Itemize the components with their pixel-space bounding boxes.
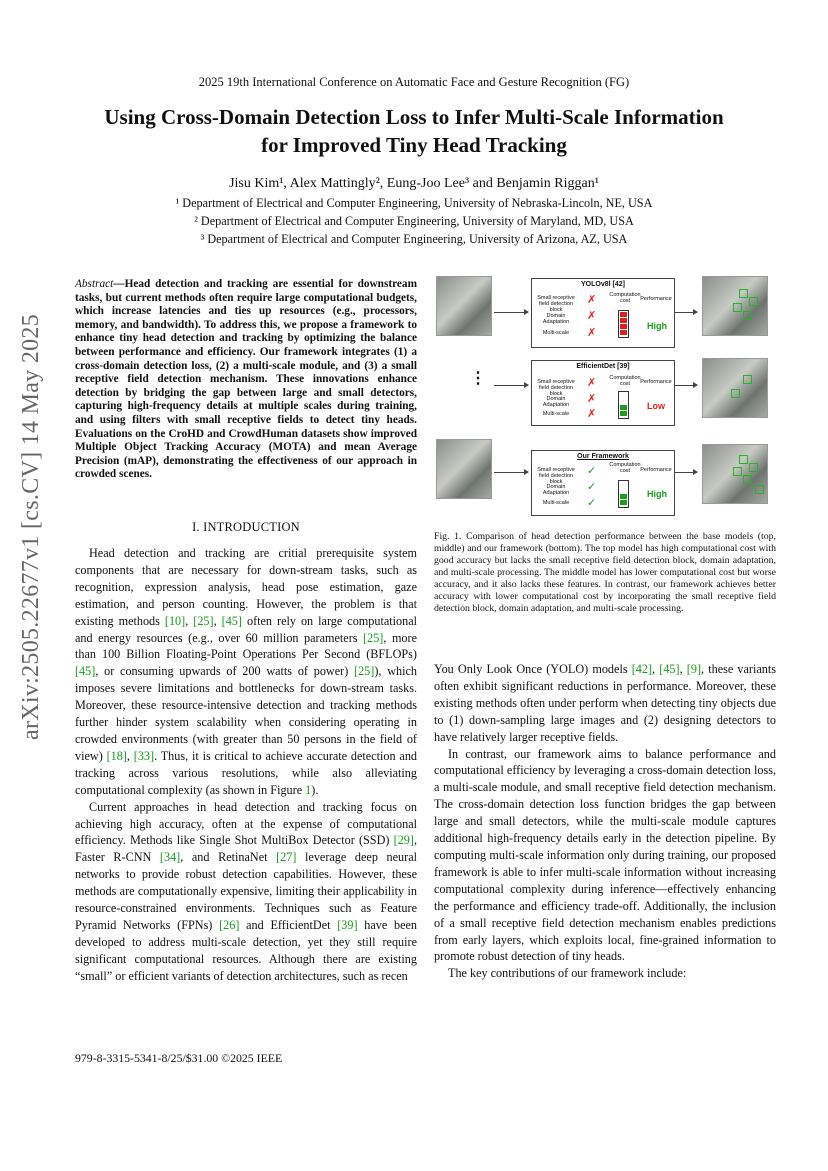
citation-link[interactable]: [9] <box>686 662 702 676</box>
perf-label: Performance <box>640 467 672 473</box>
row-label: Small receptive field detection block <box>537 379 575 397</box>
battery-icon <box>618 391 629 419</box>
performance-value: High <box>647 321 667 331</box>
row-label: Domain Adaptation <box>542 484 570 496</box>
citation-link[interactable]: [25] <box>363 630 384 645</box>
battery-icon <box>618 310 629 338</box>
affiliation-2: ² Department of Electrical and Computer Engineering, University of Maryland, MD, USA <box>194 214 634 228</box>
model-panel-yolov8 <box>531 278 675 348</box>
figure-link[interactable]: 1 <box>305 782 312 797</box>
citation-link[interactable]: [25] <box>193 613 214 628</box>
model-panel-our-framework <box>531 450 675 516</box>
citation-link[interactable]: [45] <box>75 664 96 679</box>
perf-label: Performance <box>640 296 672 302</box>
row-label: Domain Adaptation <box>542 396 570 408</box>
figure-caption: Fig. 1. Comparison of head detection performance between the base models (top, middle) and our framework (bottom). The top model has high computational cost with good accuracy but lacks the small receptive field detection block, domain adaptation, and multi-scale processing. The middle model has lower computational cost but worse accuracy, and it also lacks these features. In contrast, our framework achieves better accuracy with lower computational cost by incorporating the small receptive field detection block, domain adaptation, and multi-scale processing. <box>434 531 776 614</box>
input-crowd-image <box>436 276 492 336</box>
intro-paragraph-2: Current approaches in head detection and tracking focus on achieving high accuracy, often at the expense of computational efficiency. Methods like Single Shot MultiBox Detector (SSD) [29], Faster R-CNN [34], and RetinaNet [27] leverage deep neural networks to provide robust detection capabilities. However, these methods are computationally expensive, limiting their applicability in resource-constrained environments. Techniques such as Feature Pyramid Networks (FPNs) [26] and EfficientDet [39] have been developed to address multi-scale detection, yet they still require significant computational resources. Although there are existing “small” or efficient variants of detection architectures, such as recen <box>75 799 418 983</box>
title-line-2: for Improved Tiny Head Tracking <box>261 133 567 157</box>
cost-label: Computation cost <box>609 462 641 474</box>
copyright-footer: 979-8-3315-5341-8/25/$31.00 ©2025 IEEE <box>75 1051 283 1065</box>
section-heading-introduction: I. INTRODUCTION <box>192 520 300 534</box>
cross-icon: ✗ <box>587 294 597 306</box>
citation-link[interactable]: [27] <box>276 850 297 865</box>
check-icon: ✓ <box>587 481 597 493</box>
ellipsis-icon: ⋮ <box>470 370 486 387</box>
row-label: Small receptive field detection block <box>537 295 575 313</box>
output-detection-image <box>702 358 768 418</box>
cross-icon: ✗ <box>587 408 597 420</box>
abstract-text: —Head detection and tracking are essential for downstream tasks, but current methods often require large computational budgets, which increase latencies and ties up resources (e.g., processors, memory, and bandwidth). To address this, we propose a framework to enhance tiny head detection and tracking by optimizing the balance between performance and efficiency. Our framework integrates (1) a cross-domain detection loss, (2) a multi-scale module, and (3) a small receptive field detection mechanism. These innovations enhance detection by bridging the gap between large and small detectors, capturing high-frequency details at multiple scales during training, and using filters with small receptive fields to detect tiny heads. Evaluations on the CroHD and CrowdHuman datasets show improved Multiple Object Tracking Accuracy (MOTA) and mean Average Precision (mAP), demonstrating the effectiveness of our approach in crowded scenes. <box>75 278 417 481</box>
panel-title: Our Framework <box>577 453 629 460</box>
cross-icon: ✗ <box>587 327 597 339</box>
check-icon: ✓ <box>587 497 597 509</box>
author-list: Jisu Kim¹, Alex Mattingly², Eung-Joo Lee³ and Benjamin Riggan¹ <box>229 176 599 191</box>
row-label: Multi-scale <box>542 411 570 417</box>
row-label: Domain Adaptation <box>542 313 570 325</box>
battery-icon <box>618 480 629 508</box>
right-column-body <box>434 661 776 982</box>
citation-link[interactable]: [29] <box>393 833 414 848</box>
citation-link[interactable]: [34] <box>159 850 181 865</box>
model-panel-efficientdet <box>531 360 675 426</box>
panel-title: EfficientDet [39] <box>576 363 630 370</box>
affiliation-3: ³ Department of Electrical and Computer Engineering, University of Arizona, AZ, USA <box>200 232 628 246</box>
citation-link[interactable]: [18] <box>106 748 127 763</box>
check-icon: ✓ <box>587 465 597 477</box>
intro-body <box>75 545 417 985</box>
performance-value: High <box>647 489 667 499</box>
arrow-icon <box>494 385 528 386</box>
figure-1 <box>434 272 776 508</box>
right-paragraph-3: The key contributions of our framework include: <box>448 966 687 981</box>
citation-link[interactable]: [25] <box>354 664 375 679</box>
output-detection-image <box>702 444 768 504</box>
abstract-label: Abstract <box>75 278 114 290</box>
cross-icon: ✗ <box>587 377 597 389</box>
conference-header: 2025 19th International Conference on Automatic Face and Gesture Recognition (FG) <box>198 75 630 89</box>
cost-label: Computation cost <box>609 292 641 304</box>
arrow-icon <box>675 312 697 313</box>
input-crowd-image <box>436 439 492 499</box>
arrow-icon <box>675 472 697 473</box>
citation-link[interactable]: [45] <box>221 613 242 628</box>
cross-icon: ✗ <box>587 393 597 405</box>
row-label: Multi-scale <box>542 500 570 506</box>
arrow-icon <box>675 385 697 386</box>
cost-label: Computation cost <box>609 375 641 387</box>
right-paragraph-2: In contrast, our framework aims to balance performance and computational efficiency by leveraging a cross-domain detection loss, a multi-scale module, and small receptive field detection mechanism. The cross-domain detection loss function bridges the gap between large and small detectors, while the multi-scale module captures additional high-frequency details early in the detection pipeline. By computing multi-scale information only during training, our proposed framework is able to infer multi-scale information without increasing computational complexity during inference—effectively enhancing the performance and efficiency trade-off. Additionally, the inclusion of a small receptive field detection mechanism enables predictions from early layers, which exploits local, fine-grained information to promote robust detection of tiny heads. <box>434 746 776 964</box>
arrow-icon <box>494 472 528 473</box>
citation-link[interactable]: [45] <box>659 662 680 676</box>
perf-label: Performance <box>640 379 672 385</box>
citation-link[interactable]: [39] <box>337 917 358 932</box>
citation-link[interactable]: [33] <box>133 748 155 763</box>
paper-title <box>40 103 788 159</box>
cross-icon: ✗ <box>587 310 597 322</box>
title-line-1: Using Cross-Domain Detection Loss to Infer Multi-Scale Information <box>104 105 724 129</box>
abstract <box>75 278 417 482</box>
citation-link[interactable]: [42] <box>631 662 653 676</box>
citation-link[interactable]: [26] <box>219 917 240 932</box>
affiliation-1: ¹ Department of Electrical and Computer Engineering, University of Nebraska-Lincoln, NE, USA <box>175 196 653 210</box>
output-detection-image <box>702 276 768 336</box>
arrow-icon <box>494 312 528 313</box>
citation-link[interactable]: [10] <box>164 613 186 628</box>
row-label: Multi-scale <box>542 330 570 336</box>
row-label: Small receptive field detection block <box>537 467 575 485</box>
arxiv-identifier: arXiv:2505.22677v1 [cs.CV] 14 May 2025 <box>18 313 44 740</box>
performance-value: Low <box>647 401 665 411</box>
panel-title: YOLOv8l [42] <box>581 281 625 288</box>
right-paragraph-1: You Only Look Once (YOLO) models [42], [45], [9], these variants often exhibit significant reductions in performance. Moreover, these existing methods often under perform when detecting tiny objects due to (1) down-sampling large images and (2) designing detectors to have relatively larger receptive fields. <box>434 662 777 744</box>
intro-paragraph-1: Head detection and tracking are critial prerequisite system components that are necessary for down-stream tasks, such as recognition, expression analysis, head pose estimation, gaze estimation, and person counting. However, the problem is that existing methods [10], [25], [45] often rely on large computational and energy resources (e.g., over 60 million parameters [25], more than 100 Billion Floating-Point Operations Per Second (BFLOPs) [45], or consuming upwards of 200 watts of power) [25]), which imposes severe limitations and bottlenecks for down-stream tasks. Moreover, these resource-intensive detection and tracking methods further hinder system scalability when considering operating in crowded environments (with greater than 50 persons in the field of view) [18], [33]. Thus, it is critical to achieve accurate detection and tracking across various resolutions, while also alleviating computational complexity (as shown in Figure 1). <box>75 546 418 797</box>
